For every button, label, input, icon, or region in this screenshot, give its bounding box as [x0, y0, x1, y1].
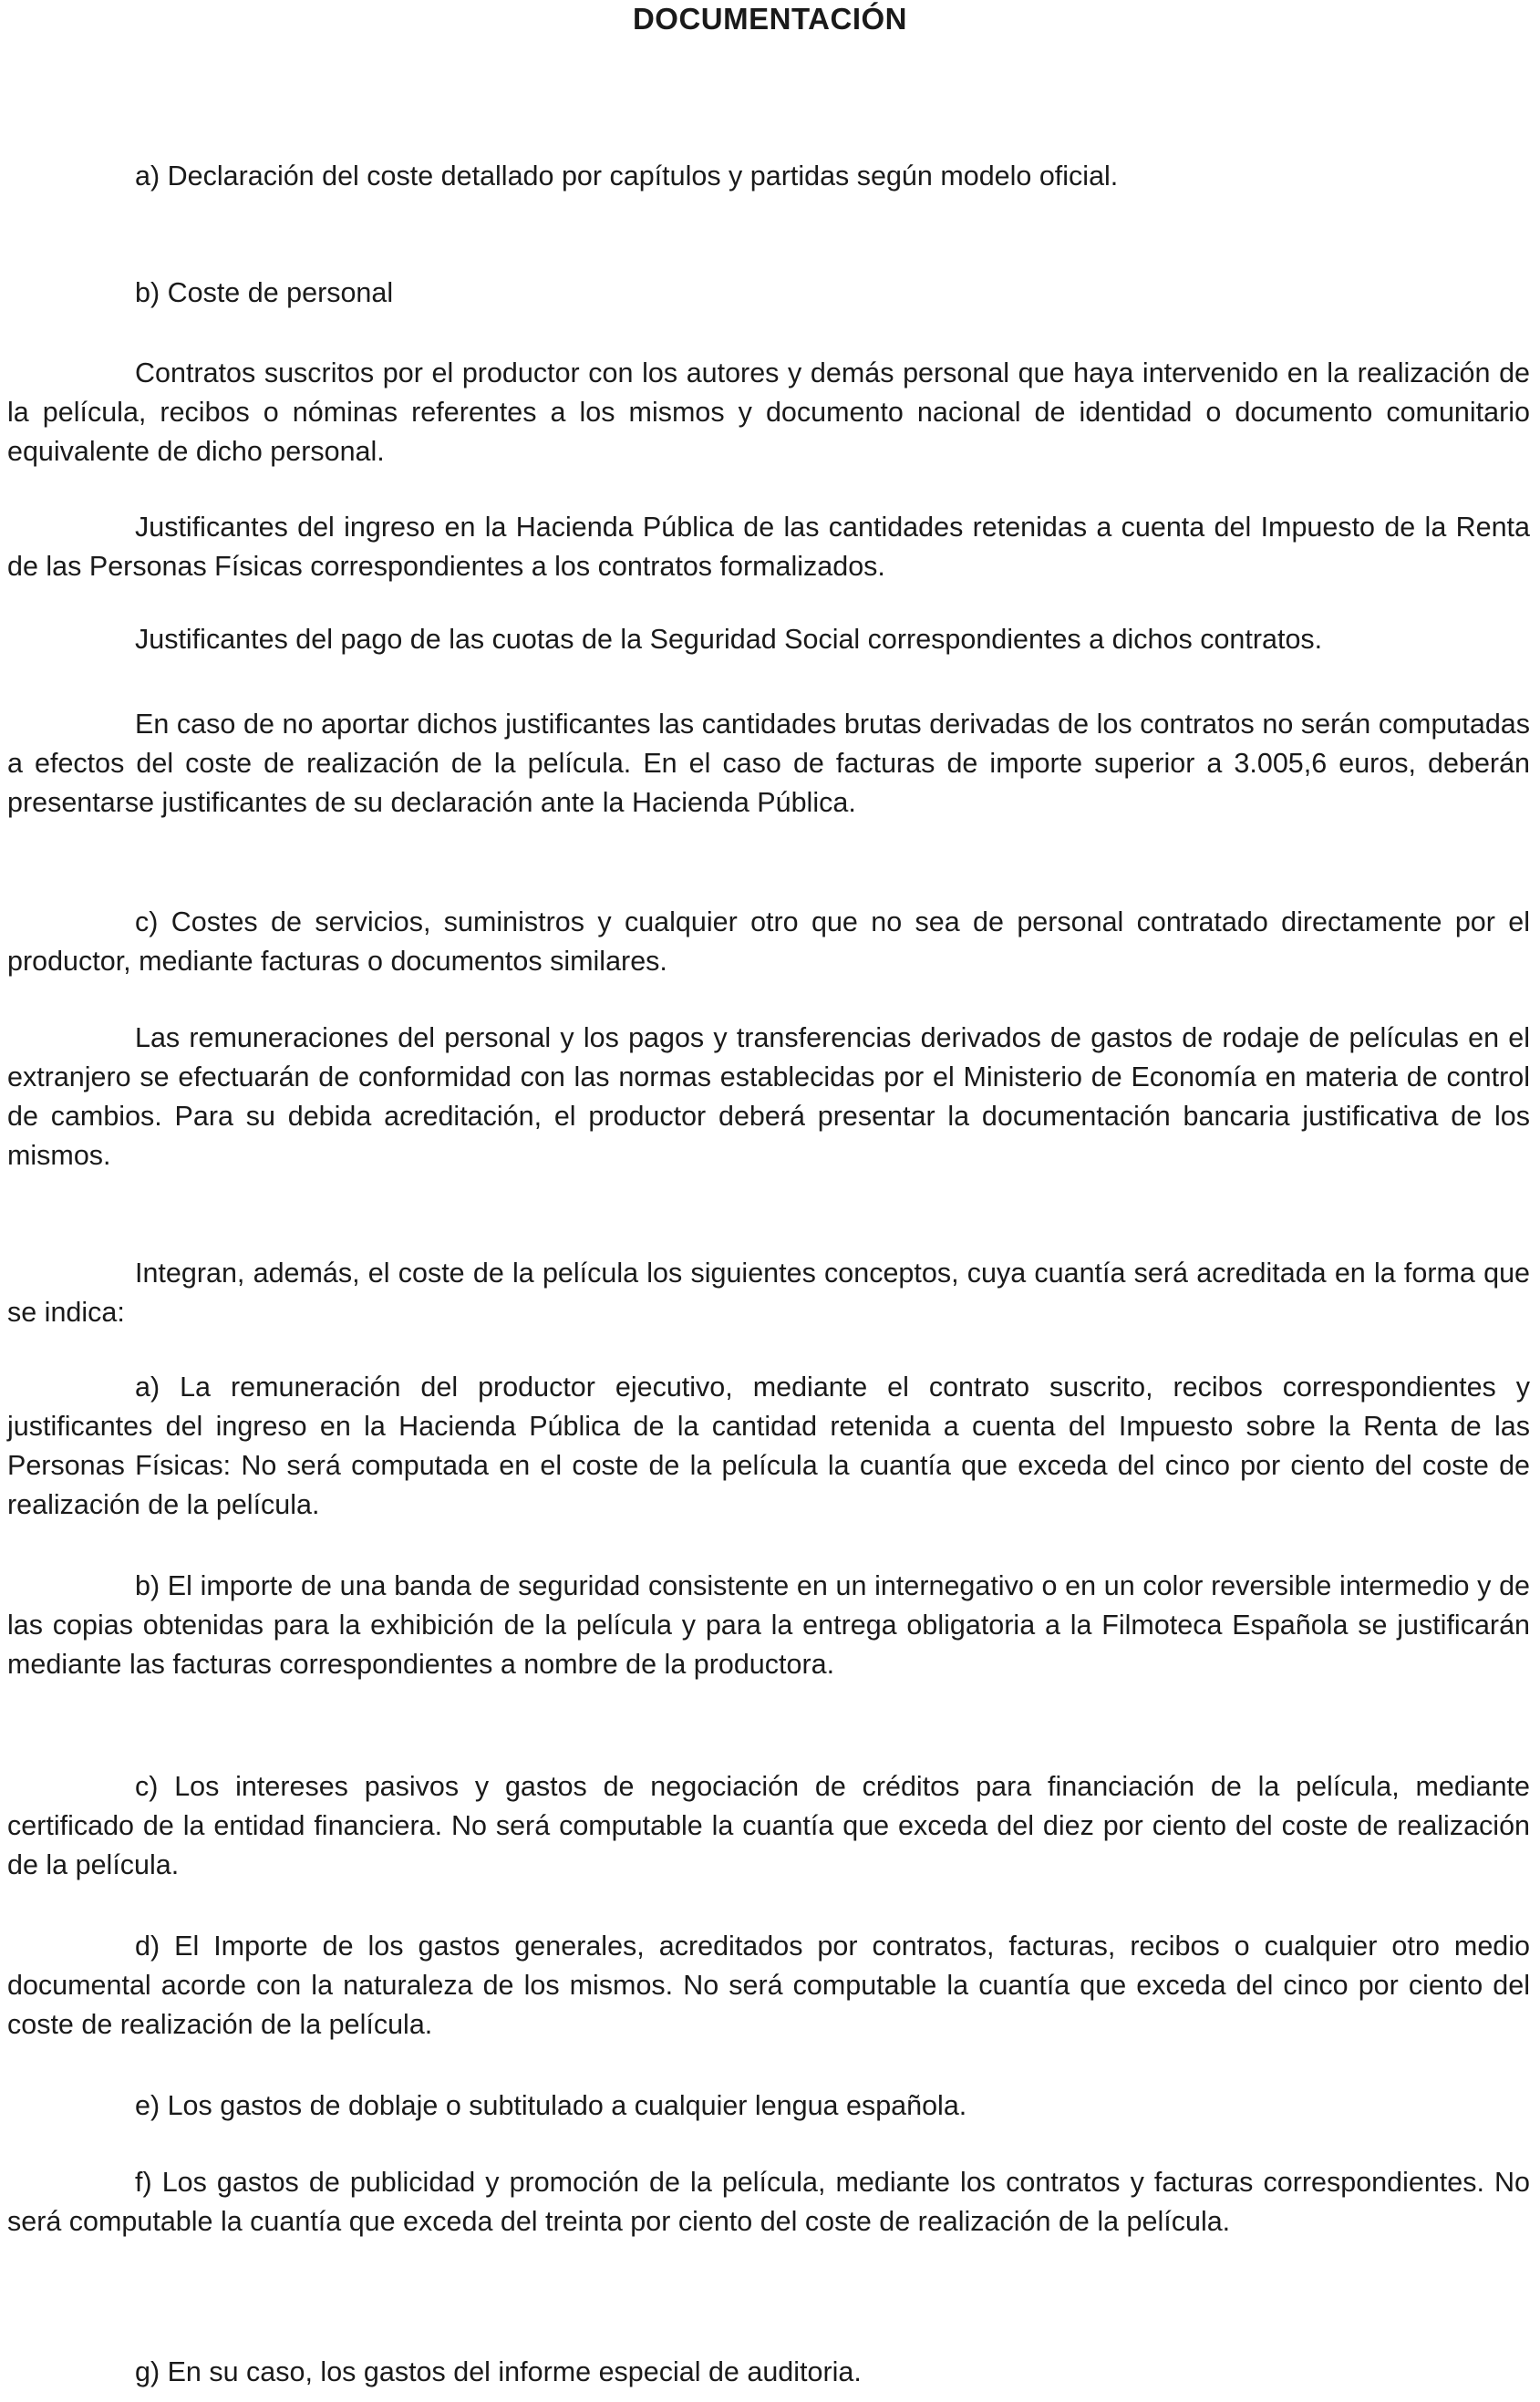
paragraph-caso-no-aportar: En caso de no aportar dichos justificantes las cantidades brutas derivadas de los contratos no serán computadas a efectos del coste de realización de la película. En el caso de facturas de importe superior a 3.005,6 euros, deberán presentarse justificantes de su declaración ante la Hacienda Pública. [7, 709, 1530, 818]
paragraph-remuneraciones-extranjero: Las remuneraciones del personal y los pagos y transferencias derivados de gastos de rodaje de películas en el extranjero se efectuarán de conformidad con las normas establecidas por el Ministerio de Economía en materia de control de cambios. Para su debida acreditación, el productor deberá presentar la documentación bancaria justificativa de los mismos. [7, 1022, 1530, 1171]
paragraph-justificantes-pago: Justificantes del pago de las cuotas de la Seguridad Social correspondientes a dichos contratos. [135, 624, 1323, 655]
paragraph-costes-servicios: c) Costes de servicios, suministros y cualquier otro que no sea de personal contratado directamente por el productor, mediante facturas o documentos similares. [7, 906, 1530, 977]
paragraph-justificantes-ingreso: Justificantes del ingreso en la Hacienda Pública de las cantidades retenidas a cuenta del Impuesto de la Renta de las Personas Físicas correspondientes a los contratos formalizados. [7, 512, 1530, 582]
paragraph-banda-seguridad: b) El importe de una banda de seguridad consistente en un internegativo o en un color reversible intermedio y de las copias obtenidas para la exhibición de la película y para la entrega obligatoria a la Filmoteca Española se justificarán mediante las facturas correspondientes a nombre de la productora. [7, 1570, 1530, 1680]
paragraph-intereses-pasivos: c) Los intereses pasivos y gastos de negociación de créditos para financiación de la película, mediante certificado de la entidad financiera. No será computable la cuantía que exceda del diez por ciento del coste de realización de la película. [7, 1771, 1530, 1880]
paragraph-informe-auditoria: g) En su caso, los gastos del informe especial de auditoria. [135, 2356, 862, 2387]
paragraph-productor-ejecutivo: a) La remuneración del productor ejecutivo, mediante el contrato suscrito, recibos correspondientes y justificantes del ingreso en la Hacienda Pública de la cantidad retenida a cuenta del Impuesto sobre la Renta de las Personas Físicas: No será computada en el coste de la película la cuantía que exceda del cinco por ciento del coste de realización de la película. [7, 1372, 1530, 1520]
paragraph-gastos-generales: d) El Importe de los gastos generales, acreditados por contratos, facturas, recibos o cualquier otro medio documental acorde con la naturaleza de los mismos. No será computable la cuantía que exceda del cinco por ciento del coste de realización de la película. [7, 1931, 1530, 2040]
paragraph-contratos-suscritos: Contratos suscritos por el productor con los autores y demás personal que haya intervenido en la realización de la película, recibos o nóminas referentes a los mismos y documento nacional de identidad o documento comunitario equivalente de dicho personal. [7, 357, 1530, 467]
page-title: DOCUMENTACIÓN [632, 2, 908, 36]
paragraph-coste-personal-heading: b) Coste de personal [135, 277, 394, 308]
paragraph-integran-conceptos: Integran, además, el coste de la película los siguientes conceptos, cuya cuantía será acreditada en la forma que se indica: [7, 1258, 1530, 1328]
paragraph-declaracion-coste: a) Declaración del coste detallado por capítulos y partidas según modelo oficial. [135, 160, 1119, 192]
paragraph-doblaje-subtitulado: e) Los gastos de doblaje o subtitulado a cualquier lengua española. [135, 2090, 967, 2121]
paragraph-publicidad-promocion: f) Los gastos de publicidad y promoción de la película, mediante los contratos y facturas correspondientes. No será computable la cuantía que exceda del treinta por ciento del coste de realización de la película. [7, 2167, 1530, 2237]
